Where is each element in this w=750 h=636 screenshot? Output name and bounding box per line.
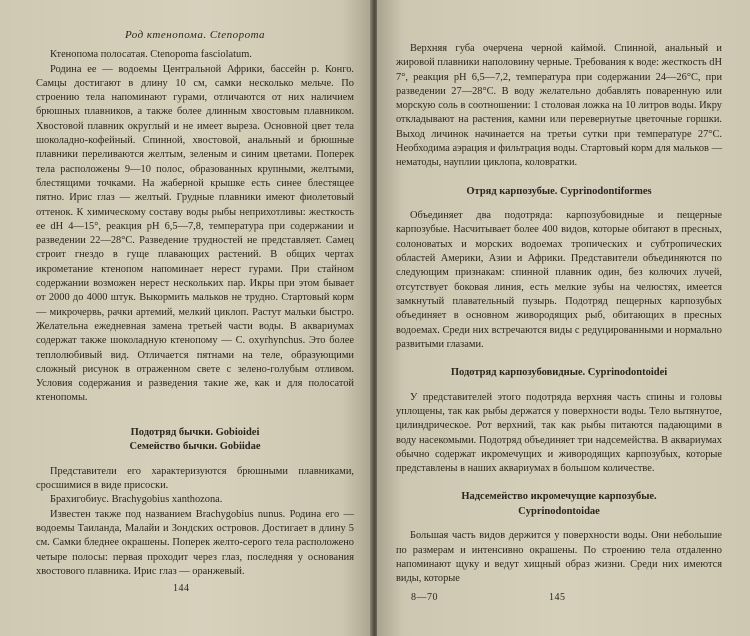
right-text-column [396, 42, 722, 587]
species-description: Родина ее — водоемы Центральной Африки, бассейн р. Конго. Самцы достигают в длину 10 см, самки несколько мельче. По строению тела напоминают гурами, отличаются от них наличием брюшных плавников, а также более длинным хвостовым плавником. Хвостовой плавник округлый и не имеет выреза. Основной цвет тела шоколадно-кофейный. Спинной, хвостовой, анальный и брюшные плавники переливаются желтым, зеленым и синим цветами. Поперек тела расположены 9—10 полос, образованных крупными, желтыми, блестящими точками. На жаберной крышке есть синее блестящее пятно. Ирис глаз — желтый. Грудные плавники имеют фиолетовый оттенок. К химическому составу воды рыбы неприхотливы: жесткость ее dH 4—15°, реакция pH 6,5—7,8, температура при содержании и разведении 22—28°С. Разведение трудностей не представляет. Самец строит гнездо в гуще плавающих растений. В общих чертах икрометание ктенопом напоминает нерест гурами. При стайном содержании возможен нерест нескольких пар. Икры при этом бывает от 2000 до 4000 штук. Выкормить мальков не трудно. Стартовый корм — микрочервь, рачки артемий, мелкий циклоп. Растут мальки быстро. Желательна ежедневная замена третьей части воды. В аквариумах содержат также шоколадную ктенопому — C. oxyrhynchus. Это более теплолюбивый вид. Отличается пятнами на теле, образующими сложный рисунок в отраженном свете с зелено-голубым отливом. Условия содержания и разведения такие же, как и для полосатой ктенопомы. [36, 63, 354, 404]
running-head: Род ктенопома. Ctenopoma [124, 29, 266, 41]
species-title: Брахигобиус. Brachygobius xanthozona. [50, 494, 223, 506]
suborder-description: У представителей этого подотряда верхняя часть спины и головы уплощены, так как рыбы держатся у поверхности воды. Тело вытянутое, цилиндрическое. Рот верхний, так как рыбы питаются падающими в воду насекомыми. Подотряд объединяет три надсемейства. В аквариумах обычно содержат икромечущих и живородящих карпозубых, которые представлены в наших аквариумах в большом количестве. [396, 391, 722, 475]
suborder-heading: Подотряд бычки. Gobioidei [130, 426, 260, 438]
order-description: Объединяет два подотряда: карпозубовидные и пещерные карпозубые. Насчитывает более 400 видов, которые обитают в пресных, солоноватых и морских водоемах тропических и субтропических областей Америки, Азии и Африки. Представители объединяются по следующим признакам: спинной плавник один, без колючих лучей, отсутствует боковая линия, есть мелкие зубы на челюстях, имеется замкнутый плавательный пузырь. Подотряд пещерных карпозубых объединяет в основном живородящих рыб, обитающих в пресных водоемах. Среди них встречаются виды с редуцированными и нормально развитыми глазами. [396, 210, 722, 350]
family-description: Представители его характеризуются брюшными плавниками, сросшимися в виде присоски. [36, 465, 354, 492]
superfamily-heading: Надсемейство икромечущие карпозубые. [461, 491, 657, 503]
signature-mark: 8—70 [411, 592, 438, 603]
page-number: 144 [173, 583, 190, 594]
species-title: Ктенопома полосатая. Ctenopoma fasciolatum. [50, 49, 252, 61]
left-page [0, 0, 372, 636]
family-heading: Семейство бычки. Gobiidae [129, 441, 261, 453]
continued-paragraph: Верхняя губа очерчена черной каймой. Спинной, анальный и жировой плавники наполовину черные. Требования к воде: жесткость dH 7°, реакция pH 6,5—7,2, температура при содержании 24—26°С, при разведении 27—28°С. В воду желательно добавлять поваренную или морскую соль в соотношении: 1 столовая ложка на 10 литров воды. Икру откладывают на растения, камни или перевернутые цветочные горшки. Выход личинок начинается на третьи сутки при температуре 27°С. Необходима аэрация и фильтрация воды. Стартовый корм для мальков — нематоды, науплии циклопа, коловратки. [396, 43, 722, 169]
page-number: 145 [549, 592, 566, 603]
left-text-column [36, 28, 354, 579]
right-page [377, 0, 750, 636]
superfamily-description: Большая часть видов держится у поверхности воды. Они небольшие по размерам и интенсивно окрашены. По строению тела отдаленно напоминают щуку и ведут хищный образ жизни. Среди них имеются виды, которые [396, 530, 722, 585]
superfamily-heading-latin: Cyprinodontoidae [518, 505, 600, 517]
suborder-heading: Подотряд карпозубовидные. Cyprinodontoidei [450, 367, 668, 379]
order-heading: Отряд карпозубые. Cyprinodontiformes [466, 185, 652, 197]
species-description: Известен также под названием Brachygobius nunus. Родина его — водоемы Таиланда, Малайи и Зондских островов. Достигает в длину 5 см. Самки бледнее окрашены. Поперек желто-серого тела расположено четыре полосы: первая проходит через глаз, последняя у основания хвостового плавника. Ирис глаз — оранжевый. [36, 508, 354, 577]
